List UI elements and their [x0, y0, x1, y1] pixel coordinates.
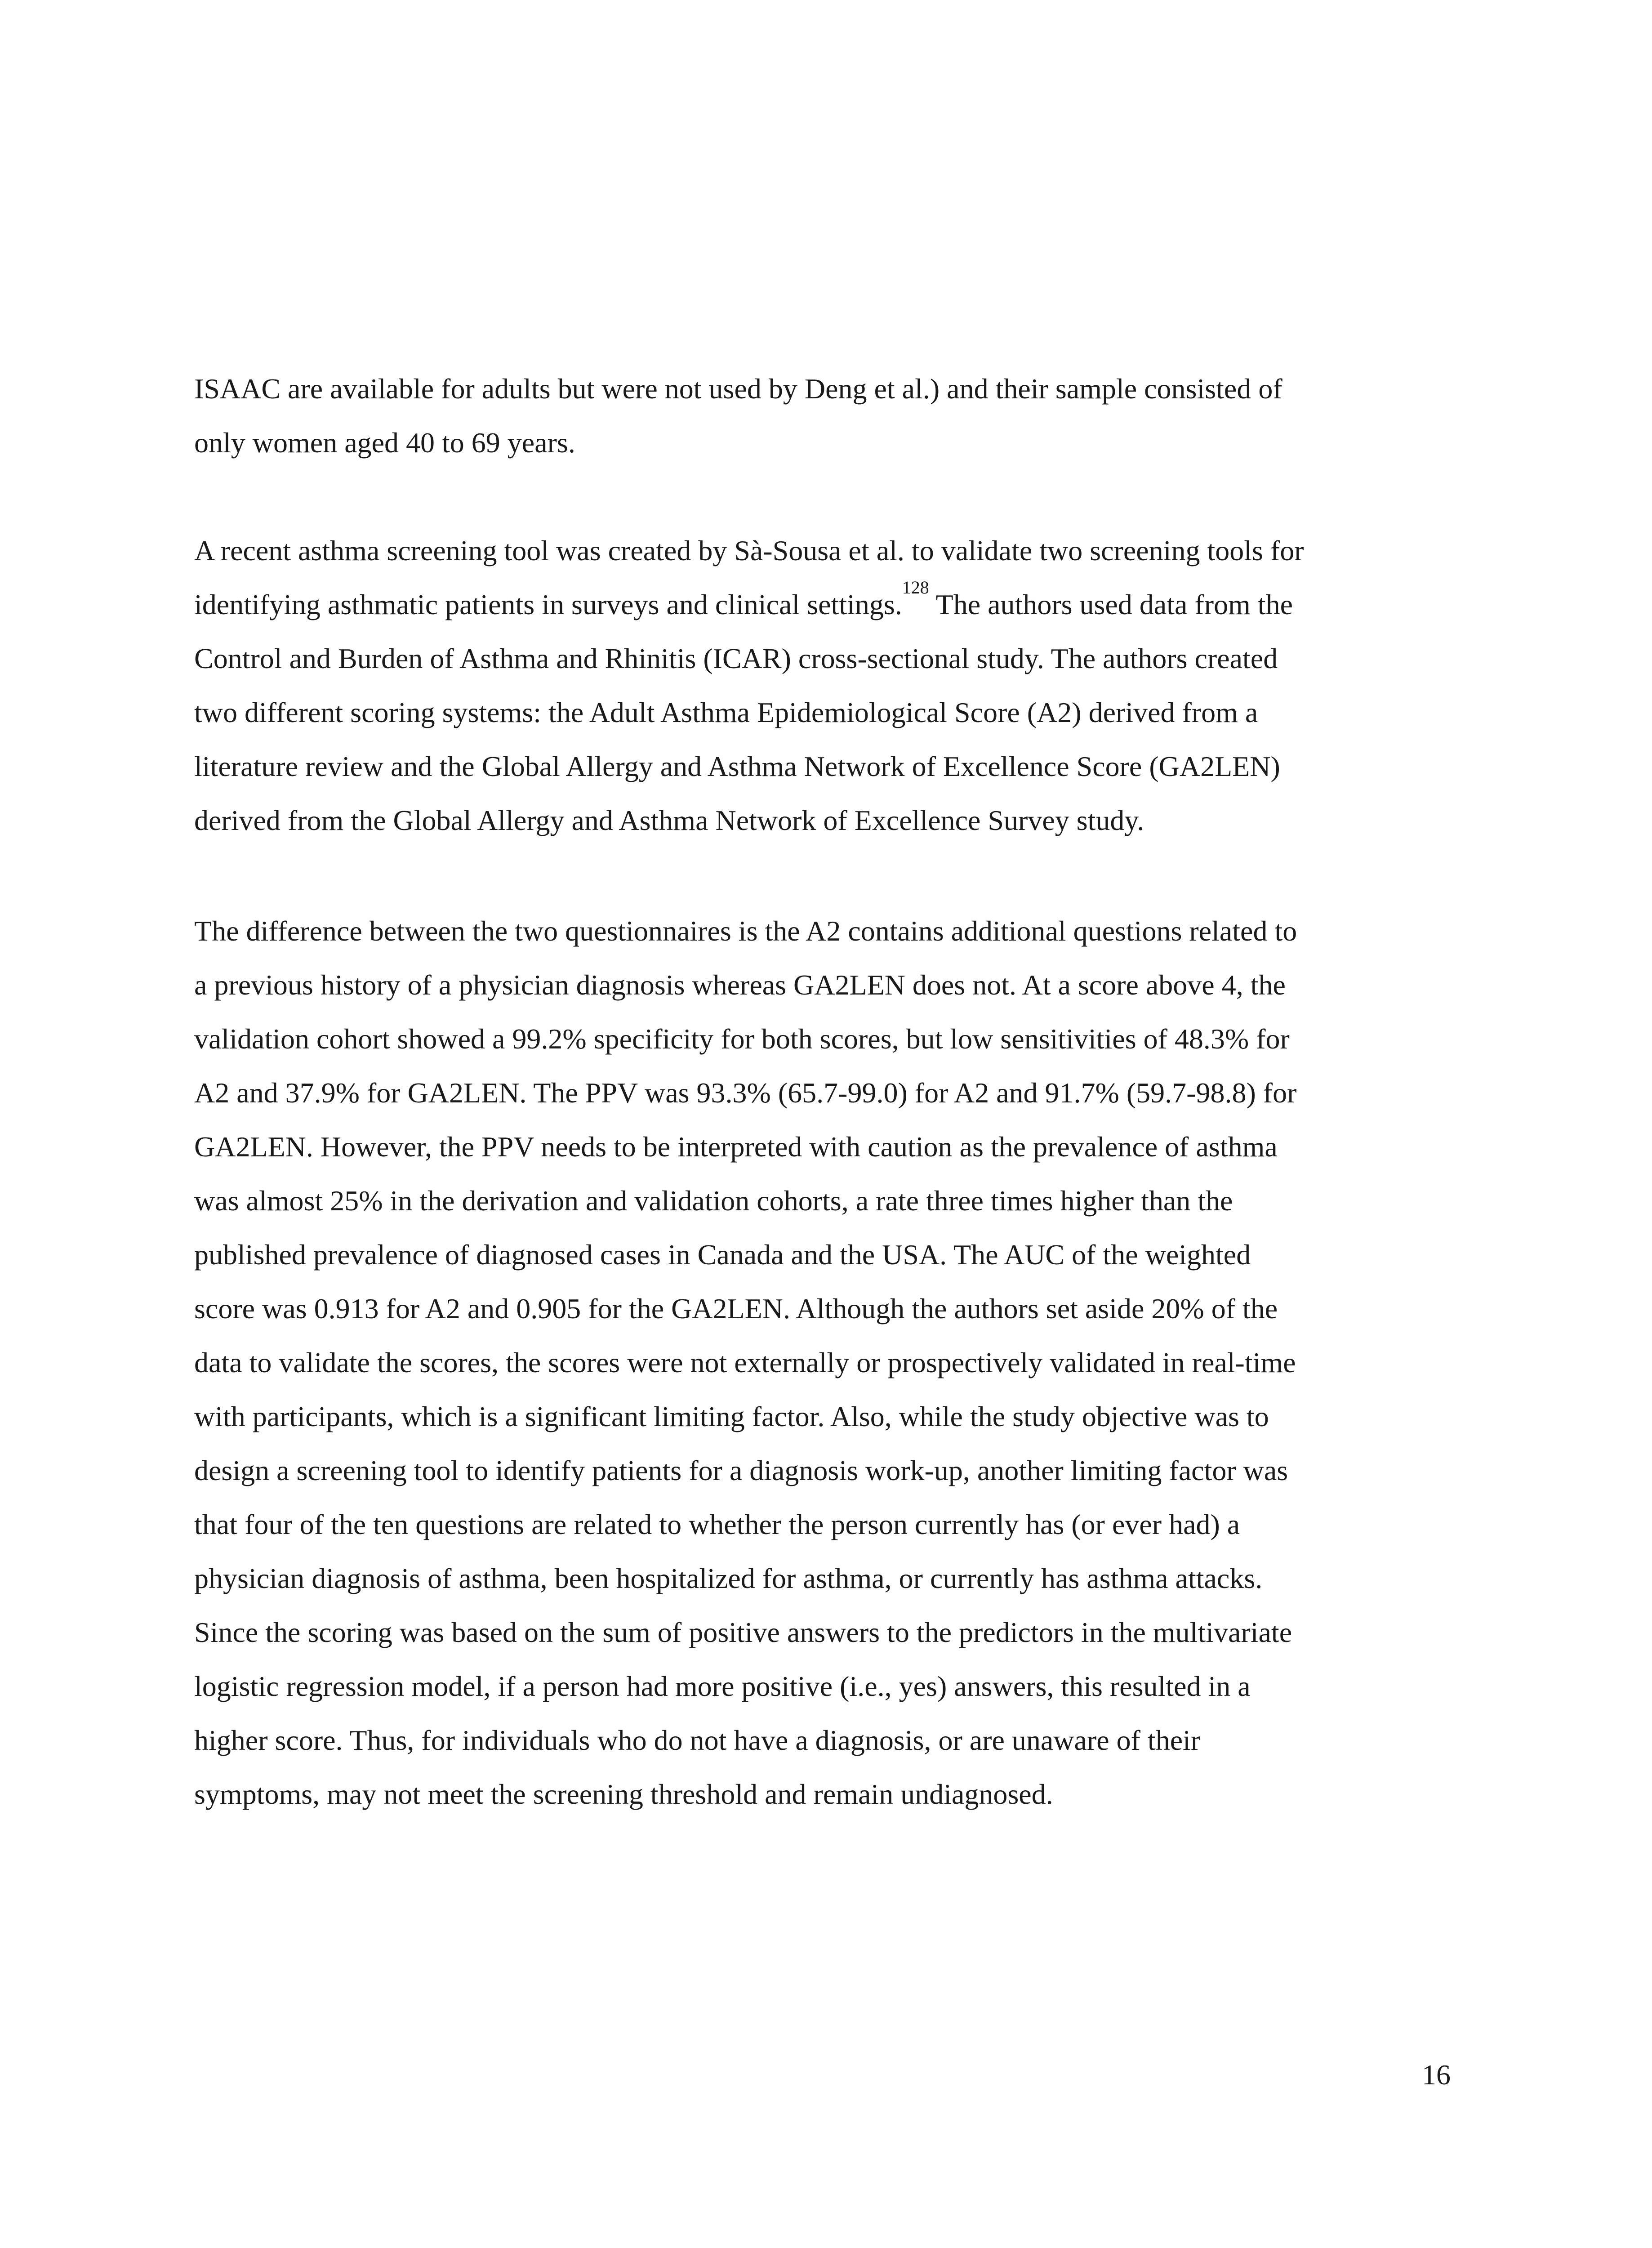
text-line: data to validate the scores, the scores were not externally or prospectively validated in real-time: [194, 1347, 1296, 1378]
paragraph-screening-tool: [194, 524, 1451, 847]
text-line: A recent asthma screening tool was created by Sà-Sousa et al. to validate two screening tools for: [194, 535, 1304, 566]
text-segment: The authors used data from the: [929, 589, 1293, 620]
text-line: Control and Burden of Asthma and Rhinitis (ICAR) cross-sectional study. The authors created: [194, 642, 1278, 674]
text-line: logistic regression model, if a person had more positive (i.e., yes) answers, this resulted in a: [194, 1670, 1251, 1702]
text-line: two different scoring systems: the Adult Asthma Epidemiological Score (A2) derived from a: [194, 696, 1258, 728]
text-line: a previous history of a physician diagnosis whereas GA2LEN does not. At a score above 4, the: [194, 969, 1286, 1001]
page-number: 16: [1422, 2059, 1451, 2091]
text-line: that four of the ten questions are related to whether the person currently has (or ever had) a: [194, 1508, 1240, 1540]
text-line: literature review and the Global Allergy and Asthma Network of Excellence Score (GA2LEN): [194, 750, 1280, 782]
text-line: was almost 25% in the derivation and validation cohorts, a rate three times higher than the: [194, 1185, 1233, 1217]
text-line: ISAAC are available for adults but were not used by Deng et al.) and their sample consisted of: [194, 373, 1282, 405]
paragraph-isaac-sample: [194, 362, 1451, 470]
text-line: Since the scoring was based on the sum of positive answers to the predictors in the multivariate: [194, 1616, 1292, 1648]
text-line: score was 0.913 for A2 and 0.905 for the GA2LEN. Although the authors set aside 20% of the: [194, 1293, 1278, 1325]
text-line-with-citation: [194, 578, 1451, 632]
text-line: with participants, which is a significant limiting factor. Also, while the study objective was to: [194, 1401, 1269, 1432]
text-line: higher score. Thus, for individuals who do not have a diagnosis, or are unaware of their: [194, 1724, 1201, 1756]
citation-reference: 128: [902, 577, 929, 598]
text-line: validation cohort showed a 99.2% specificity for both scores, but low sensitivities of 48.3% for: [194, 1023, 1290, 1055]
text-line: GA2LEN. However, the PPV needs to be interpreted with caution as the prevalence of asthma: [194, 1131, 1278, 1163]
text-segment: identifying asthmatic patients in surveys and clinical settings.: [194, 589, 902, 620]
text-line: A2 and 37.9% for GA2LEN. The PPV was 93.3% (65.7-99.0) for A2 and 91.7% (59.7-98.8) for: [194, 1077, 1297, 1109]
text-line: derived from the Global Allergy and Asthma Network of Excellence Survey study.: [194, 804, 1144, 836]
text-line: The difference between the two questionnaires is the A2 contains additional questions related to: [194, 915, 1297, 947]
text-line: only women aged 40 to 69 years.: [194, 427, 575, 459]
text-line: design a screening tool to identify patients for a diagnosis work-up, another limiting factor was: [194, 1454, 1288, 1486]
text-line: published prevalence of diagnosed cases in Canada and the USA. The AUC of the weighted: [194, 1239, 1251, 1271]
text-line: physician diagnosis of asthma, been hospitalized for asthma, or currently has asthma attacks.: [194, 1562, 1263, 1594]
text-line: symptoms, may not meet the screening threshold and remain undiagnosed.: [194, 1778, 1053, 1810]
paragraph-questionnaire-difference: [194, 904, 1451, 1821]
